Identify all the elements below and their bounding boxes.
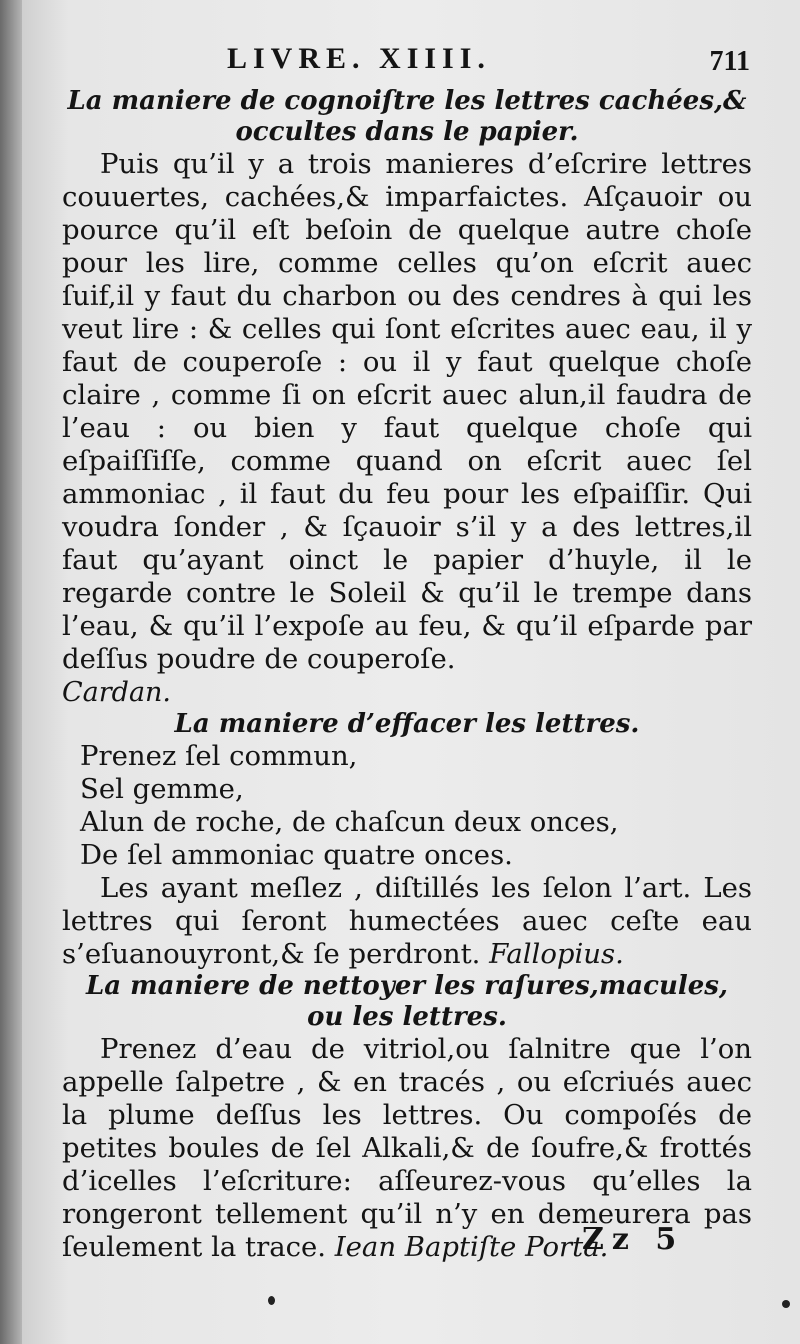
recipe-line: Alun de roche, de chaſcun deux onces,	[80, 806, 619, 838]
source-attribution: Cardan.	[62, 677, 172, 708]
recipe-line: De ſel ammoniac quatre onces.	[80, 839, 513, 871]
recipe-line: Sel gemme,	[80, 773, 244, 805]
source-attribution: Fallopius.	[489, 938, 624, 970]
page-header	[62, 40, 752, 86]
paragraph-text: Prenez d’eau de vitriol,ou ſalnitre que l’on appelle ſalpetre , & en tracés , ou eſcriués auec la plume deſſus les lettres. Ou compoſés de petites boules de ſel Alkali,& de ſoufre,& frottés d’icelles l’eſcriture: aſſeurez-vous qu’elles la rongeront tellement qu’il n’y en demeurera pas ſeulement la trace.	[62, 1033, 752, 1263]
recipe-line: Prenez ſel commun,	[80, 740, 358, 772]
book-gutter	[0, 0, 22, 1344]
text-block	[62, 40, 752, 1264]
running-head: LIVRE. XIIII.	[227, 42, 491, 75]
paragraph: Puis qu’il y a trois manieres d’eſcrire lettres couuertes, cachées,& imparfaictes. Aſçauoir ou pource qu’il eſt beſoin de quelque autre choſe pour les lire, comme celles qu’on eſcrit auec ſuif,il y faut du charbon ou des cendres à qui les veut lire : & celles qui ſont eſcrites auec eau, il y faut de couperoſe : ou il y faut quelque choſe claire , comme ſi on eſcrit auec alun,il faudra de l’eau : ou bien y faut quelque choſe qui eſpaiſſiſſe, comme quand on eſcrit auec ſel ammoniac , il faut du feu pour les eſpaiſſir. Qui voudra ſonder , & ſçauoir s’il y a des lettres,il faut qu’ayant oinct le papier d’huyle, il le regarde contre le Soleil & qu’il le trempe dans l’eau, & qu’il l’expoſe au feu, & qu’il eſparde par deſſus poudre de couperoſe.	[62, 148, 752, 675]
section-heading-cont: ou les lettres.	[307, 1002, 507, 1032]
ink-spot	[268, 1296, 275, 1305]
ink-spot	[782, 1300, 790, 1308]
section-heading-cont: occultes dans le papier.	[235, 117, 579, 147]
recipe-list	[62, 740, 752, 872]
page-number: 711	[709, 46, 750, 77]
section-hidden-letters	[62, 86, 752, 709]
section-erase-letters	[62, 709, 752, 971]
signature-mark: Zz 5	[582, 1222, 685, 1257]
paragraph-text: Les ayant meſlez , diſtillés les ſelon l’art. Les lettres qui ſeront humectées auec ceſte eau s’eſuanouyront,& ſe perdront.	[62, 872, 752, 970]
book-page	[22, 0, 800, 1344]
section-heading: La maniere de nettoyer les raſures,macules,	[85, 971, 728, 1001]
paragraph	[62, 872, 752, 971]
section-heading: La maniere d’effacer les lettres.	[174, 709, 640, 739]
source-attribution: Iean Baptiſte Porta.	[334, 1231, 609, 1263]
section-heading: La maniere de cognoiſtre les lettres cachées,&	[67, 86, 747, 116]
section-clean-erasures	[62, 971, 752, 1264]
